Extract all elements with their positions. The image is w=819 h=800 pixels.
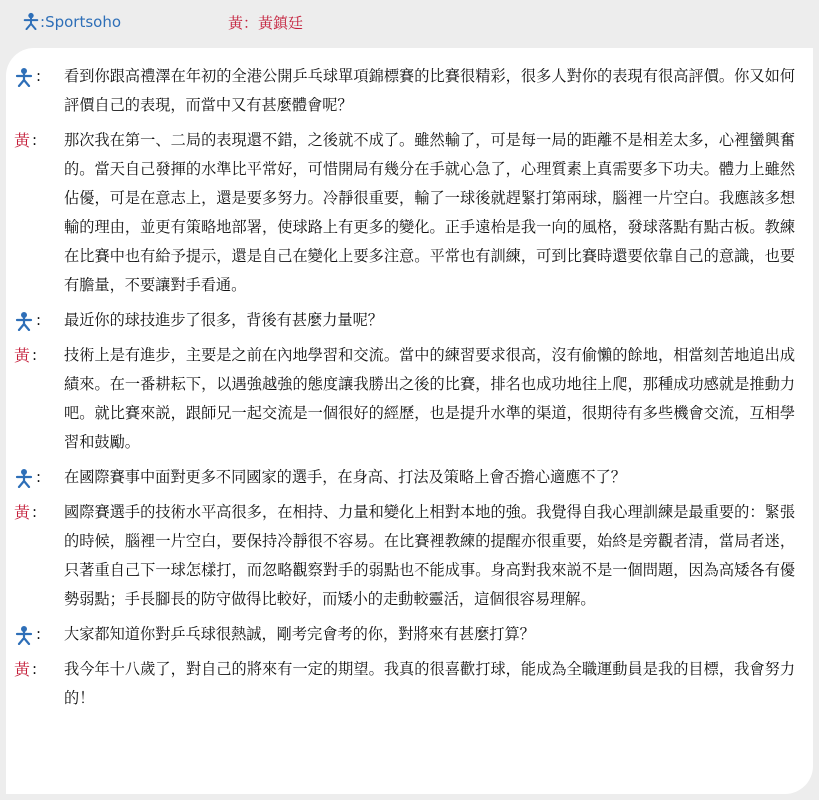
answer-text: 國際賽選手的技術水平高很多，在相持、力量和變化上相對本地的強。我覺得自我心理訓練是最重要的：緊張的時候，腦裡一片空白，要保持冷靜很不容易。在比賽裡教練的提醒亦很重要，始終是旁觀者清，當局者迷，只著重自己下一球怎樣打，而忽略觀察對手的弱點也不能成事。身高對我來説不是一個問題，因為高矮各有優勢弱點；手長腳長的防守做得比較好，而矮小的走動較靈活，這個很容易理解。: [64, 503, 795, 608]
question-text: 最近你的球技進步了很多，背後有甚麼力量呢？: [64, 311, 383, 329]
speaker-marker: [14, 498, 64, 527]
sportsoho-logo-icon: [22, 12, 40, 30]
interview-list: [14, 62, 795, 719]
speaker-colon: :: [32, 660, 38, 678]
legend-colon: ：: [243, 14, 259, 32]
legend-huang-speaker: 黃: [228, 14, 244, 32]
interview-card: [6, 48, 813, 794]
speaker-colon: :: [36, 67, 42, 85]
legend-sportsoho: [22, 12, 121, 31]
sportsoho-logo-icon: [14, 625, 34, 645]
question-text: 在國際賽事中面對更多不同國家的選手，在身高、打法及策略上會否擔心適應不了？: [64, 468, 626, 486]
speaker-colon: :: [36, 311, 42, 329]
speaker-label: 黃: [14, 131, 31, 150]
speaker-marker: [14, 463, 64, 492]
interview-answer: [14, 498, 795, 614]
sportsoho-logo-icon: [14, 468, 34, 488]
speaker-colon: :: [32, 346, 38, 364]
legend-huang-label: 黃鎮廷: [258, 14, 304, 32]
sportsoho-logo-icon: [14, 311, 34, 331]
speaker-colon: :: [36, 625, 42, 643]
question-text: 看到你跟高禮澤在年初的全港公開乒乓球單項錦標賽的比賽很精彩，很多人對你的表現有很高評價。你又如何評價自己的表現，而當中又有甚麼體會呢？: [64, 67, 795, 114]
speaker-colon: :: [32, 131, 38, 149]
speaker-label: 黃: [14, 503, 31, 522]
legend-sportsoho-label: Sportsoho: [45, 13, 122, 31]
interview-question: [14, 62, 795, 120]
answer-text: 我今年十八歲了，對自己的將來有一定的期望。我真的很喜歡打球，能成為全職運動員是我的目標，我會努力的！: [64, 660, 795, 707]
interview-answer: [14, 126, 795, 300]
speaker-marker: [14, 126, 64, 155]
speaker-colon: :: [36, 468, 42, 486]
answer-text: 技術上是有進步，主要是之前在內地學習和交流。當中的練習要求很高，沒有偷懶的餘地，相當刻苦地追出成績來。在一番耕耘下，以遇強越強的態度讓我勝出之後的比賽，排名也成功地往上爬，那種成功感就是推動力吧。就比賽來説，跟師兄一起交流是一個很好的經歷，也是提升水準的渠道，很期待有多些機會交流，互相學習和鼓勵。: [64, 346, 795, 451]
speaker-label: 黃: [14, 346, 31, 365]
speaker-colon: :: [32, 503, 38, 521]
legend-huang: [228, 12, 303, 33]
speaker-marker: [14, 620, 64, 649]
question-text: 大家都知道你對乒乓球很熱誠，剛考完會考的你，對將來有甚麼打算？: [64, 625, 535, 643]
interview-question: [14, 463, 795, 492]
interview-question: [14, 306, 795, 335]
legend-colon: :: [40, 13, 46, 31]
sportsoho-logo-icon: [14, 67, 34, 87]
answer-text: 那次我在第一、二局的表現還不錯，之後就不成了。雖然輸了，可是每一局的距離不是相差太多，心裡蠻興奮的。當天自己發揮的水準比平常好，可惜開局有幾分在手就心急了，心理質素上真需要多下功夫。體力上雖然佔優，可是在意志上，還是要多努力。冷靜很重要，輸了一球後就趕緊打第兩球，腦裡一片空白。我應該多想輸的理由，並更有策略地部署，使球路上有更多的變化。正手遠枱是我一向的風格，發球落點有點古板。教練在比賽中也有給予提示，還是自己在變化上要多注意。平常也有訓練，可到比賽時還要依靠自己的意識，也要有膽量，不要讓對手看通。: [64, 131, 795, 294]
interview-answer: [14, 341, 795, 457]
speaker-label: 黃: [14, 660, 31, 679]
interview-question: [14, 620, 795, 649]
speaker-marker: [14, 655, 64, 684]
speaker-marker: [14, 341, 64, 370]
speaker-marker: [14, 62, 64, 91]
interview-answer: [14, 655, 795, 713]
speaker-marker: [14, 306, 64, 335]
speaker-legend: [0, 0, 819, 48]
